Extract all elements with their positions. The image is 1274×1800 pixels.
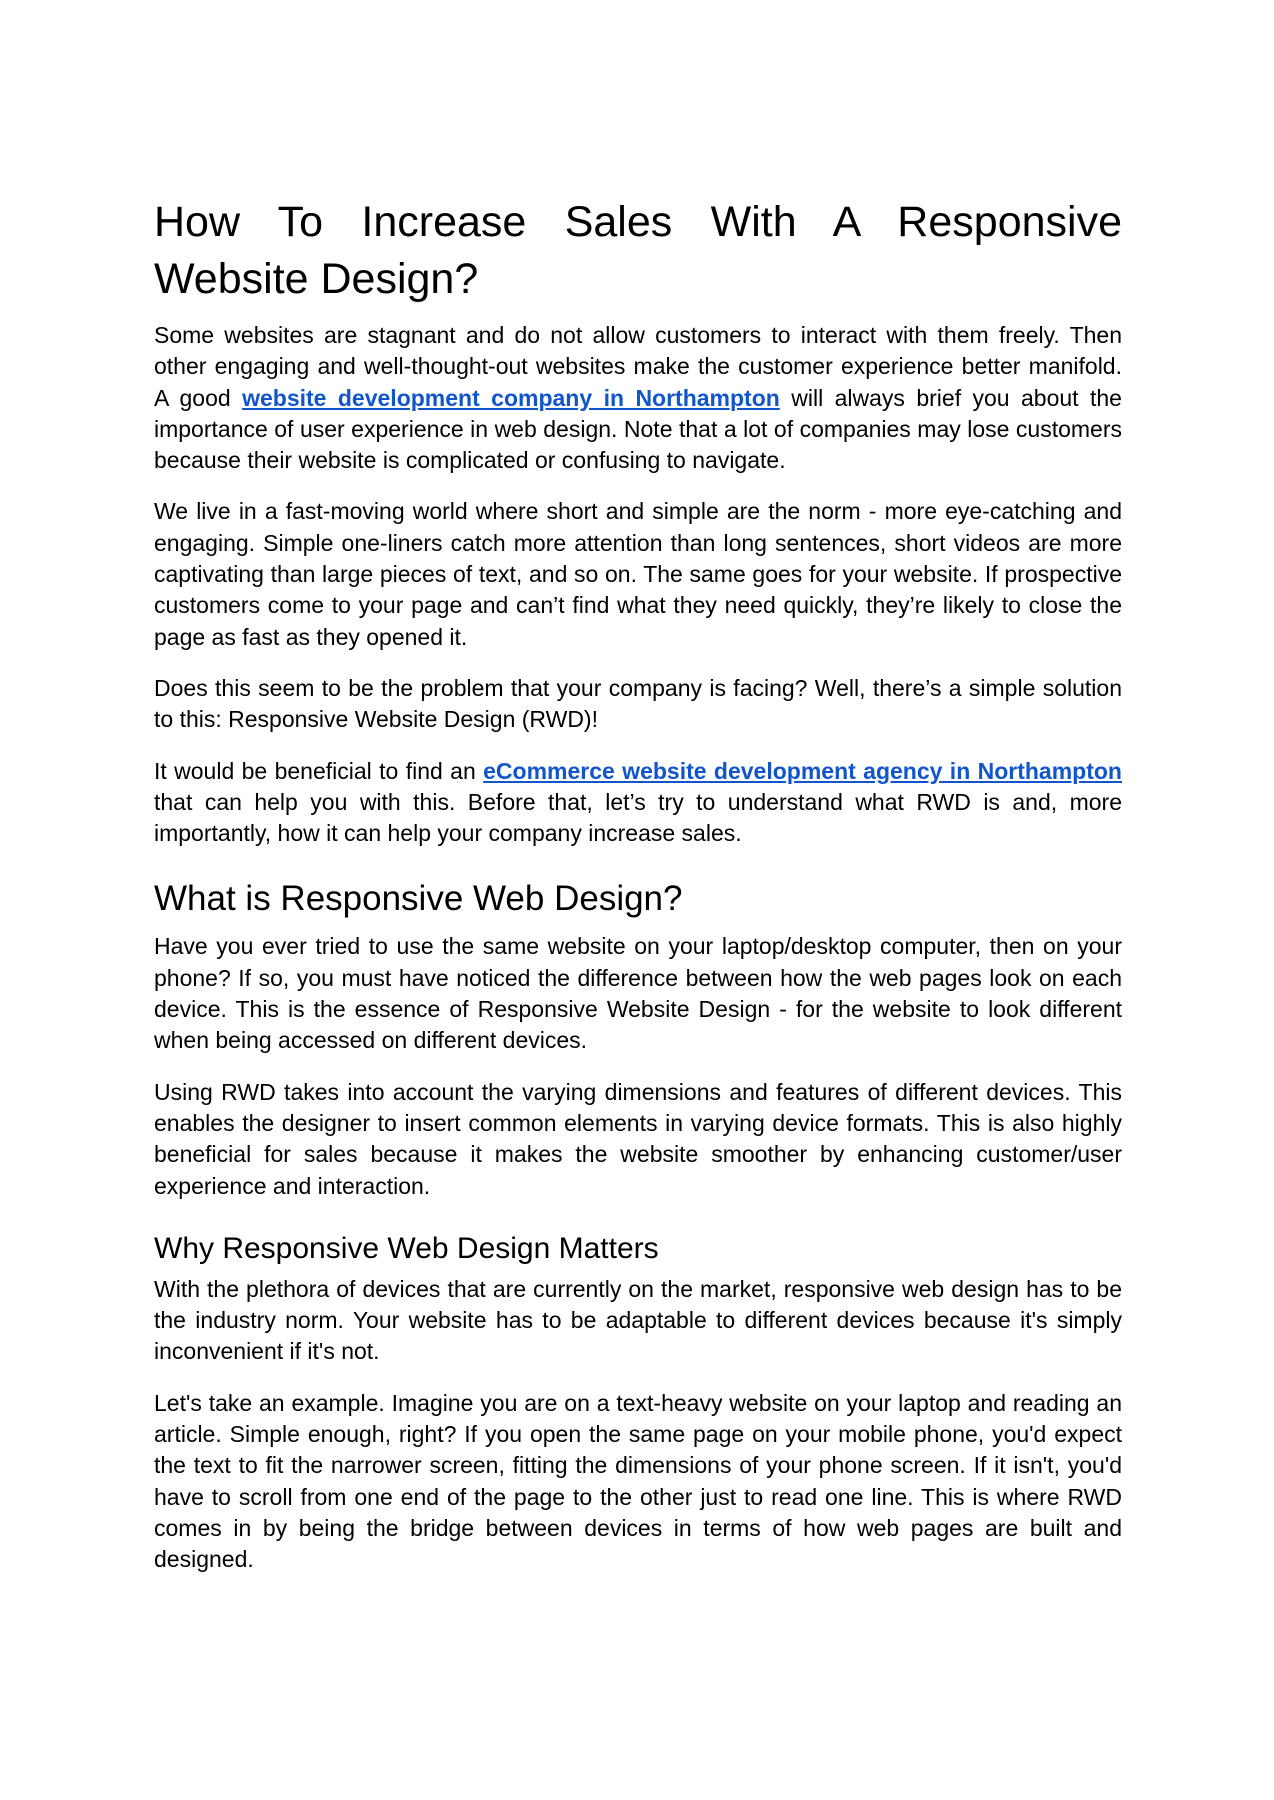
section1-paragraph-2: Using RWD takes into account the varying dimensions and features of different devices. This enables the designer to insert common elements in varying device formats. This is also highly beneficial for sales because it makes the website smoother by enhancing customer/user experience and interaction. (154, 1078, 1122, 1199)
intro-paragraph-4 (154, 756, 1122, 850)
text-span: will always brief you about the importance of user experience in web design. Note that a lot of companies may lose customers because their website is complicated or confusing to navigate. (154, 384, 1122, 474)
page-title: How To Increase Sales With A Responsive Website Design? (154, 198, 1122, 303)
text-span: that can help you with this. Before that, let’s try to understand what RWD is and, more importantly, how it can help your company increase sales. (154, 788, 1122, 847)
section1-paragraph-1: Have you ever tried to use the same website on your laptop/desktop computer, then on your phone? If so, you must have noticed the difference between how the web pages look on each device. This is the essence of Responsive Website Design - for the website to look different when being accessed on different devices. (154, 933, 1122, 1054)
text-span: Some websites are stagnant and do not allow customers to interact with them freely. Then other engaging and well-thought-out websites make the customer experience better manifold. A good (154, 322, 1122, 411)
website-development-link[interactable]: website development company in Northampton (242, 384, 780, 411)
section-heading-what-is-rwd: What is Responsive Web Design? (154, 879, 683, 919)
text-span: It would be beneficial to find an (154, 757, 484, 784)
section2-paragraph-2: Let's take an example. Imagine you are on a text-heavy website on your laptop and reading an article. Simple enough, right? If you open the same page on your mobile phone, you'd expect the text to fit the narrower screen, fitting the dimensions of your phone screen. If it isn't, you'd have to scroll from one end of the page to the other just to read one line. This is where RWD comes in by being the bridge between devices in terms of how web pages are built and designed. (154, 1389, 1122, 1573)
section-heading-why-rwd-matters: Why Responsive Web Design Matters (154, 1231, 659, 1265)
ecommerce-agency-link[interactable]: eCommerce website development agency in Northampton (483, 757, 1122, 784)
document-page (154, 194, 1122, 1596)
intro-paragraph-2: We live in a fast-moving world where short and simple are the norm - more eye-catching and engaging. Simple one-liners catch more attention than long sentences, short videos are more captivating than large pieces of text, and so on. The same goes for your website. If prospective customers come to your page and can’t find what they need quickly, they’re likely to close the page as fast as they opened it. (154, 498, 1122, 650)
intro-paragraph-1 (154, 320, 1122, 476)
section2-paragraph-1: With the plethora of devices that are currently on the market, responsive web design has to be the industry norm. Your website has to be adaptable to different devices because it's simply inconvenient if it's not. (154, 1275, 1122, 1365)
intro-paragraph-3: Does this seem to be the problem that your company is facing? Well, there’s a simple solution to this: Responsive Website Design (RWD)! (154, 674, 1122, 733)
